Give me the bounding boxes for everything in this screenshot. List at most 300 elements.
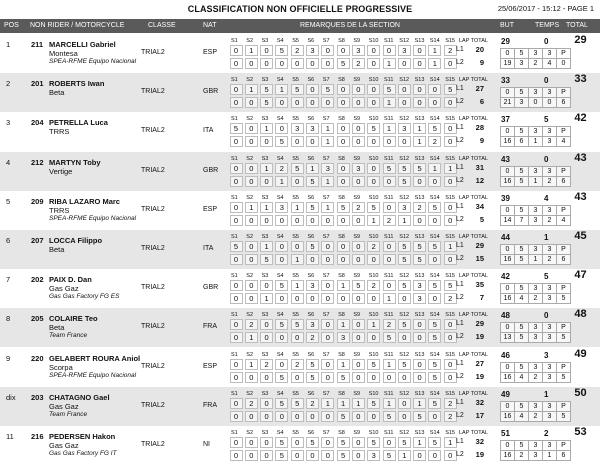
section-score: 5 [306, 241, 319, 252]
section-score-cell [244, 58, 258, 69]
section-score: 1 [367, 215, 380, 226]
page-top [0, 0, 600, 18]
section-header: S13 [414, 273, 425, 280]
section-score-cell [260, 372, 274, 383]
rider-nationality: GBR [203, 166, 219, 174]
rider-name: ROBERTS Iwan [49, 79, 105, 89]
section-score: 0 [352, 97, 365, 108]
section-score-cell [275, 45, 289, 56]
breakdown-cell: 3 [542, 205, 556, 216]
table-row [0, 191, 600, 230]
section-score-cell [413, 176, 427, 187]
lap-2-total: 5 [479, 214, 484, 224]
breakdown-cell: 0 [500, 283, 514, 294]
section-score: 0 [275, 359, 288, 370]
section-score-cell [321, 319, 335, 330]
breakdown-cell: 3 [542, 244, 556, 255]
breakdown-cell: 5 [514, 440, 528, 451]
section-header: S10 [368, 234, 379, 240]
rider-name: CHATAGNO Gael [49, 392, 110, 402]
breakdown-cell: 4 [556, 136, 571, 147]
section-score: 1 [444, 241, 457, 252]
rider-nationality: GBR [203, 88, 219, 96]
section-score: 0 [306, 84, 319, 95]
breakdown-cell: 16 [500, 293, 514, 304]
lap-2-label: L2 [456, 451, 464, 458]
section-score: 0 [337, 163, 350, 174]
rider-motorcycle: Gas Gaz [49, 401, 79, 411]
breakdown-cell: P [556, 362, 571, 373]
rider-position: 8 [6, 314, 11, 324]
rider-motorcycle: Montesa [49, 49, 78, 58]
section-header: S8 [338, 194, 345, 201]
section-score: 0 [444, 215, 457, 226]
section-score: 0 [230, 398, 243, 409]
section-score-cell [290, 280, 304, 291]
section-score-cell [275, 293, 289, 304]
section-score-cell [321, 280, 335, 291]
section-score: 3 [306, 45, 319, 56]
breakdown-cell: 3 [528, 48, 542, 59]
section-header: S14 [429, 155, 440, 162]
section-score-cell [367, 411, 381, 422]
section-score: 0 [306, 411, 319, 422]
section-score-cell [275, 202, 289, 213]
section-header: S10 [368, 312, 379, 319]
section-header: S3 [261, 312, 269, 319]
lap-1-total: 34 [475, 201, 484, 211]
section-score: 5 [428, 319, 441, 330]
breakdown-cell: 3 [514, 97, 528, 108]
section-score-cell [336, 411, 350, 422]
section-score-cell [367, 58, 381, 69]
section-score: 0 [230, 293, 243, 304]
rider-number: 203 [31, 392, 44, 402]
section-score-cell [244, 163, 258, 174]
section-score: 1 [275, 176, 288, 187]
section-score: 0 [291, 241, 304, 252]
section-score-cell [244, 319, 258, 330]
breakdown-cell: 21 [500, 97, 514, 108]
section-score: 0 [230, 332, 243, 343]
section-score-cell [260, 293, 274, 304]
section-score: 5 [337, 437, 350, 448]
lap-1-total: 31 [475, 162, 484, 172]
col-classe: CLASSE [148, 22, 176, 29]
rider-team: SPEA-RFME Equipo Nacional [49, 58, 137, 65]
total-score: 47 [574, 269, 587, 282]
rider-motorcycle: Beta [49, 88, 65, 98]
breakdown-cell: P [556, 401, 571, 412]
breakdown-cell: 3 [528, 401, 542, 412]
section-score-cell [336, 372, 350, 383]
section-score-cell [397, 176, 411, 187]
breakdown-cell: 2 [528, 293, 542, 304]
lap-total-header: LAP TOTAL [459, 194, 488, 201]
section-score-cell [275, 437, 289, 448]
section-score-cell [382, 437, 396, 448]
section-score-cell [321, 372, 335, 383]
section-score: 0 [321, 411, 334, 422]
section-score: 0 [291, 215, 304, 226]
section-score-cell [428, 398, 442, 409]
breakdown-cell: 5 [514, 332, 528, 343]
section-header: S5 [292, 38, 299, 44]
section-header: S4 [276, 351, 284, 358]
section-score-cell [351, 241, 365, 252]
section-score-cell [336, 254, 350, 265]
rider-team: Gas Gas Factory FG ES [49, 293, 120, 301]
lap-total-header: LAP TOTAL [459, 351, 488, 358]
section-header: S12 [399, 155, 410, 162]
section-score-cell [306, 280, 320, 291]
lap-1-label: L1 [456, 46, 464, 53]
section-score-cell [244, 97, 258, 108]
section-header: S8 [338, 273, 345, 280]
section-score-cell [336, 97, 350, 108]
section-score: 3 [291, 123, 304, 134]
breakdown-cell: 6 [514, 136, 528, 147]
section-score-cell [229, 176, 243, 187]
breakdown-cell: 3 [514, 58, 528, 69]
section-score: 1 [413, 398, 426, 409]
section-score: 1 [413, 437, 426, 448]
section-score: 5 [398, 163, 411, 174]
section-score-cell [244, 293, 258, 304]
section-header: S1 [231, 390, 238, 397]
section-score: 0 [230, 163, 243, 174]
section-header: S1 [231, 155, 238, 162]
section-score-cell [306, 202, 320, 213]
section-score: 0 [367, 332, 380, 343]
col-nat: NAT [203, 22, 217, 29]
section-score: 0 [367, 58, 380, 69]
section-score-cell [229, 319, 243, 330]
section-score: 0 [291, 176, 304, 187]
section-header: S15 [445, 234, 455, 240]
section-header: S10 [368, 430, 379, 436]
section-score: 0 [245, 293, 258, 304]
section-score: 0 [352, 332, 365, 343]
breakdown-cell: 4 [514, 372, 528, 383]
section-score: 0 [398, 136, 411, 147]
section-score: 0 [337, 136, 350, 147]
section-score-cell [428, 280, 442, 291]
section-score: 0 [291, 332, 304, 343]
section-score-cell [428, 202, 442, 213]
score-breakdown-grid [500, 362, 594, 382]
section-score: 0 [413, 372, 426, 383]
breakdown-row [500, 322, 594, 332]
score-breakdown-grid [500, 401, 594, 421]
section-score-cell [428, 45, 442, 56]
section-score-cell [229, 163, 243, 174]
section-score: 0 [230, 437, 243, 448]
section-score-cell [397, 450, 411, 461]
section-score: 0 [383, 45, 396, 56]
section-score: 2 [306, 332, 319, 343]
section-score-cell [290, 97, 304, 108]
section-score-cell [321, 58, 335, 69]
section-score-cell [382, 450, 396, 461]
section-score: 0 [306, 215, 319, 226]
section-score: 5 [444, 84, 457, 95]
section-score-cell [428, 84, 442, 95]
section-score: 0 [260, 215, 273, 226]
section-score: 3 [306, 123, 319, 134]
section-score-cell [367, 437, 381, 448]
section-score: 2 [428, 136, 441, 147]
lap-total-header: LAP TOTAL [459, 155, 488, 162]
rider-position: 5 [6, 196, 11, 206]
lap-2-total: 19 [475, 450, 484, 459]
breakdown-cell: 4 [514, 293, 528, 304]
section-score: 0 [306, 293, 319, 304]
section-header: S9 [353, 351, 361, 358]
section-score-cell [336, 280, 350, 291]
section-score: 0 [413, 332, 426, 343]
section-header: S6 [307, 77, 315, 84]
section-score: 5 [367, 359, 380, 370]
score-breakdown-grid [500, 322, 594, 342]
section-header: S6 [307, 155, 315, 162]
section-score: 1 [306, 163, 319, 174]
section-header: S15 [445, 312, 455, 319]
section-score: 1 [337, 319, 350, 330]
table-row [0, 387, 600, 426]
section-score: 0 [444, 123, 457, 134]
section-header: S11 [384, 194, 394, 201]
section-score: 0 [260, 437, 273, 448]
section-score: 5 [428, 123, 441, 134]
breakdown-cell: 0 [500, 362, 514, 373]
rider-number: 216 [31, 432, 44, 441]
section-score: 0 [367, 254, 380, 265]
section-header: S8 [338, 351, 345, 358]
section-header: S11 [384, 430, 394, 436]
breakdown-cell: 4 [556, 215, 571, 226]
section-score: 0 [245, 254, 258, 265]
section-score-cell [428, 136, 442, 147]
breakdown-row [500, 244, 594, 254]
breakdown-cell: 3 [542, 136, 556, 147]
section-header: S9 [353, 38, 361, 44]
section-score-cell [229, 45, 243, 56]
breakdown-cell: 3 [542, 322, 556, 333]
section-header: S9 [353, 312, 361, 319]
section-score-cell [382, 84, 396, 95]
breakdown-cell: P [556, 440, 571, 451]
section-header: S10 [368, 390, 379, 397]
lap-1-total: 32 [475, 397, 484, 407]
section-score-cell [397, 58, 411, 69]
but-score: 39 [501, 193, 510, 203]
breakdown-cell: 2 [514, 450, 528, 461]
section-header: S3 [261, 77, 269, 84]
section-score-cell [290, 45, 304, 56]
page-title: CLASSIFICATION NON OFFICIELLE PROGRESSIVE [187, 4, 413, 14]
section-score-cell [321, 215, 335, 226]
section-score-cell [397, 280, 411, 291]
section-score: 5 [398, 437, 411, 448]
section-header: S2 [246, 116, 254, 123]
rider-nationality: FRA [203, 401, 217, 409]
section-score: 0 [275, 215, 288, 226]
section-score-cell [336, 215, 350, 226]
section-score: 0 [230, 450, 243, 461]
breakdown-cell: 3 [528, 440, 542, 451]
breakdown-cell: 3 [542, 126, 556, 137]
section-score-cell [336, 450, 350, 461]
section-score-cell [428, 241, 442, 252]
section-score: 0 [413, 58, 426, 69]
breakdown-cell: 2 [542, 254, 556, 265]
section-score: 0 [321, 254, 334, 265]
section-score: 0 [367, 176, 380, 187]
section-score: 0 [291, 58, 304, 69]
section-score-cell [397, 359, 411, 370]
section-score-cell [290, 293, 304, 304]
breakdown-cell: 3 [528, 322, 542, 333]
section-score: 0 [306, 254, 319, 265]
section-score: 0 [337, 215, 350, 226]
rider-team: SPEA-RFME Equipo Nacional [49, 371, 137, 379]
section-header: S7 [322, 234, 330, 240]
breakdown-cell: 3 [542, 166, 556, 177]
section-score: 0 [444, 359, 457, 370]
section-header: S4 [276, 273, 284, 280]
section-score-cell [290, 398, 304, 409]
section-score: 1 [383, 58, 396, 69]
breakdown-cell: 5 [514, 205, 528, 216]
rider-number: 212 [31, 157, 44, 167]
section-header: S9 [353, 273, 361, 280]
section-score: 0 [383, 202, 396, 213]
section-header: S11 [384, 116, 394, 123]
section-header: S9 [353, 194, 361, 201]
section-score-cell [321, 411, 335, 422]
section-header: S13 [414, 312, 425, 319]
rider-position: 3 [6, 118, 11, 128]
score-breakdown-grid [500, 126, 594, 146]
section-score: 5 [428, 202, 441, 213]
section-score: 5 [306, 176, 319, 187]
section-score-cell [290, 411, 304, 422]
section-header: S11 [384, 77, 394, 84]
section-score-cell [397, 45, 411, 56]
section-score-cell [382, 45, 396, 56]
section-score-cell [397, 293, 411, 304]
section-header: S12 [399, 194, 410, 201]
section-score-cell [413, 215, 427, 226]
section-score-cell [413, 398, 427, 409]
section-score-cell [413, 411, 427, 422]
section-score: 0 [398, 398, 411, 409]
section-score: 0 [413, 176, 426, 187]
breakdown-cell: 3 [528, 450, 542, 461]
section-score-cell [260, 58, 274, 69]
section-header: S1 [231, 38, 238, 44]
section-score: 0 [413, 450, 426, 461]
section-score: 0 [398, 293, 411, 304]
section-score-cell [321, 84, 335, 95]
section-score-cell [260, 97, 274, 108]
table-row [0, 426, 600, 465]
rider-motorcycle: Gas Gaz [49, 441, 79, 450]
section-score: 0 [444, 319, 457, 330]
section-header: S6 [307, 116, 315, 123]
table-row [0, 73, 600, 112]
col-pos: POS [4, 22, 19, 29]
section-score-cell [321, 293, 335, 304]
section-score-cell [244, 254, 258, 265]
section-score: 5 [306, 359, 319, 370]
section-score-cell [336, 123, 350, 134]
section-header: S6 [307, 430, 315, 436]
section-score-cell [321, 241, 335, 252]
section-score: 0 [367, 163, 380, 174]
section-score-cell [290, 123, 304, 134]
breakdown-cell: 3 [528, 87, 542, 98]
section-score: 1 [383, 293, 396, 304]
section-score: 5 [428, 332, 441, 343]
section-score: 5 [275, 319, 288, 330]
rider-motorcycle: TRRS [49, 205, 70, 215]
section-score-cell [321, 176, 335, 187]
section-score: 0 [444, 97, 457, 108]
time-penalty: 5 [544, 115, 549, 125]
section-header: S13 [414, 194, 425, 201]
section-header: S15 [445, 116, 455, 123]
section-score: 2 [291, 359, 304, 370]
section-score-cell [260, 280, 274, 291]
section-score-cell [244, 280, 258, 291]
section-score: 1 [245, 332, 258, 343]
section-score-cell [382, 58, 396, 69]
section-score: 0 [428, 84, 441, 95]
rider-team: Team France [49, 332, 88, 340]
rider-number: 201 [31, 79, 44, 89]
section-score-cell [336, 319, 350, 330]
but-score: 48 [501, 311, 510, 321]
section-header: S7 [322, 194, 330, 201]
lap-total-header: LAP TOTAL [459, 390, 488, 397]
section-score: 0 [444, 254, 457, 265]
section-header: S4 [276, 77, 284, 84]
breakdown-cell: 5 [514, 283, 528, 294]
section-header: S4 [276, 390, 284, 397]
section-score-cell [397, 163, 411, 174]
section-header: S11 [384, 155, 394, 162]
section-score: 0 [230, 372, 243, 383]
section-score-cell [367, 254, 381, 265]
breakdown-cell: 16 [500, 176, 514, 187]
score-breakdown-grid [500, 87, 594, 107]
section-header: S14 [429, 234, 440, 240]
section-score-cell [367, 84, 381, 95]
section-score-cell [244, 123, 258, 134]
section-score: 3 [321, 163, 334, 174]
section-score-cell [397, 254, 411, 265]
section-score: 0 [245, 411, 258, 422]
section-score: 3 [398, 202, 411, 213]
section-score-cell [428, 176, 442, 187]
section-header: S4 [276, 430, 284, 436]
breakdown-cell: 3 [528, 244, 542, 255]
but-score: 46 [501, 350, 510, 360]
section-header: S9 [353, 155, 361, 162]
section-header: S5 [292, 194, 299, 201]
